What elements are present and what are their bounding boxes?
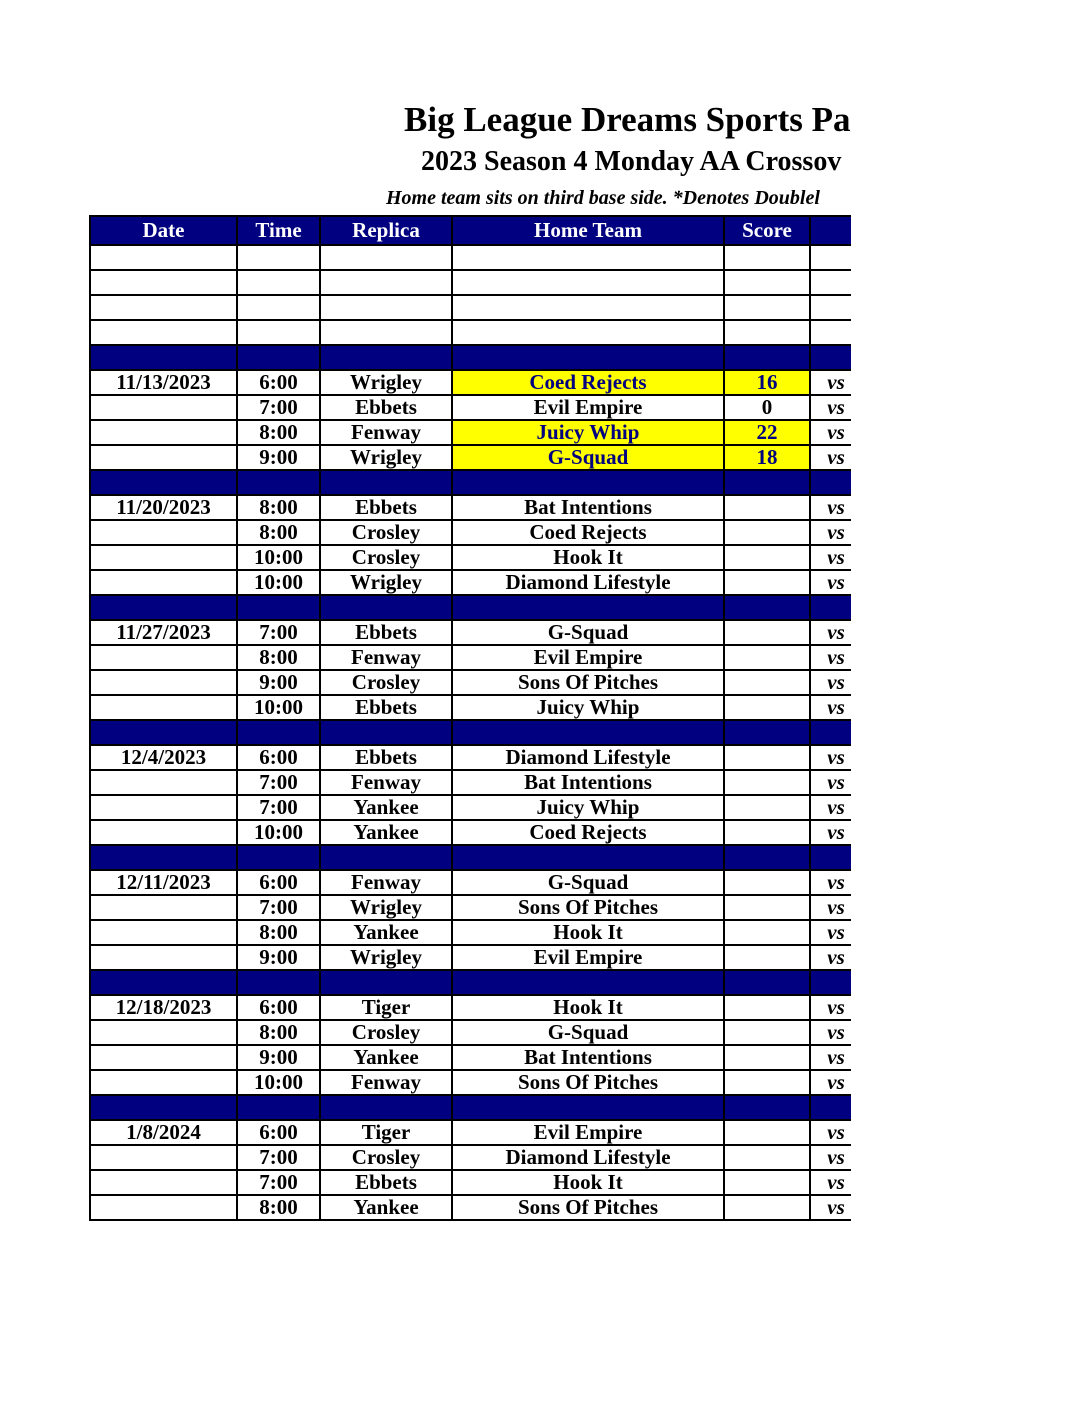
score-cell — [724, 820, 810, 845]
table-cell — [237, 320, 320, 345]
date-cell — [90, 920, 237, 945]
time-cell: 7:00 — [237, 895, 320, 920]
separator-cell — [452, 1095, 724, 1120]
blank-row — [90, 320, 851, 345]
vs-cell: vs — [810, 670, 851, 695]
table-row — [90, 795, 851, 820]
table-row — [90, 995, 851, 1020]
date-cell: 12/4/2023 — [90, 745, 237, 770]
table-row — [90, 545, 851, 570]
separator-cell — [724, 845, 810, 870]
home-team-cell: Juicy Whip — [452, 795, 724, 820]
replica-cell: Fenway — [320, 1070, 452, 1095]
table-row — [90, 770, 851, 795]
table-row — [90, 1020, 851, 1045]
table-cell — [237, 295, 320, 320]
table-row — [90, 870, 851, 895]
score-cell: 0 — [724, 395, 810, 420]
col-header-replica: Replica — [320, 216, 452, 245]
date-cell — [90, 645, 237, 670]
separator-cell — [810, 845, 851, 870]
vs-cell: vs — [810, 1045, 851, 1070]
time-cell: 7:00 — [237, 795, 320, 820]
schedule-body — [90, 245, 851, 1220]
date-cell — [90, 1020, 237, 1045]
score-cell — [724, 795, 810, 820]
table-row — [90, 395, 851, 420]
replica-cell: Tiger — [320, 1120, 452, 1145]
vs-cell: vs — [810, 995, 851, 1020]
replica-cell: Wrigley — [320, 370, 452, 395]
vs-cell: vs — [810, 745, 851, 770]
blank-row — [90, 270, 851, 295]
vs-cell: vs — [810, 570, 851, 595]
replica-cell: Tiger — [320, 995, 452, 1020]
replica-cell: Crosley — [320, 1145, 452, 1170]
time-cell: 8:00 — [237, 1020, 320, 1045]
table-row — [90, 820, 851, 845]
separator-cell — [320, 1095, 452, 1120]
table-cell — [810, 295, 851, 320]
home-team-cell: Bat Intentions — [452, 495, 724, 520]
table-cell — [90, 270, 237, 295]
replica-cell: Ebbets — [320, 495, 452, 520]
replica-cell: Wrigley — [320, 895, 452, 920]
score-cell — [724, 545, 810, 570]
table-cell — [452, 295, 724, 320]
score-cell — [724, 895, 810, 920]
replica-cell: Wrigley — [320, 945, 452, 970]
home-team-cell: Evil Empire — [452, 1120, 724, 1145]
schedule-note: Home team sits on third base side. *Denotes Doublel — [386, 187, 820, 209]
separator-cell — [90, 345, 237, 370]
replica-cell: Fenway — [320, 870, 452, 895]
separator-cell — [237, 470, 320, 495]
table-row — [90, 895, 851, 920]
table-row — [90, 445, 851, 470]
score-cell — [724, 870, 810, 895]
date-cell: 11/20/2023 — [90, 495, 237, 520]
home-team-cell: Sons Of Pitches — [452, 895, 724, 920]
vs-cell: vs — [810, 1120, 851, 1145]
table-row — [90, 520, 851, 545]
date-cell — [90, 770, 237, 795]
separator-cell — [237, 345, 320, 370]
separator-cell — [452, 470, 724, 495]
home-team-cell: Diamond Lifestyle — [452, 570, 724, 595]
vs-cell: vs — [810, 520, 851, 545]
time-cell: 7:00 — [237, 620, 320, 645]
time-cell: 9:00 — [237, 445, 320, 470]
week-separator-row — [90, 970, 851, 995]
date-cell: 11/27/2023 — [90, 620, 237, 645]
replica-cell: Crosley — [320, 545, 452, 570]
col-header-date: Date — [90, 216, 237, 245]
vs-cell: vs — [810, 495, 851, 520]
home-team-cell: Diamond Lifestyle — [452, 1145, 724, 1170]
time-cell: 10:00 — [237, 1070, 320, 1095]
blank-row — [90, 245, 851, 270]
table-row — [90, 920, 851, 945]
week-separator-row — [90, 595, 851, 620]
replica-cell: Wrigley — [320, 445, 452, 470]
schedule-table — [89, 215, 851, 1221]
score-cell — [724, 1070, 810, 1095]
vs-cell: vs — [810, 645, 851, 670]
vs-cell: vs — [810, 1195, 851, 1220]
separator-cell — [724, 595, 810, 620]
col-header-score: Score — [724, 216, 810, 245]
separator-cell — [320, 470, 452, 495]
home-team-cell: G-Squad — [452, 445, 724, 470]
date-cell — [90, 545, 237, 570]
table-row — [90, 620, 851, 645]
vs-cell: vs — [810, 420, 851, 445]
time-cell: 8:00 — [237, 495, 320, 520]
separator-cell — [724, 1095, 810, 1120]
home-team-cell: Sons Of Pitches — [452, 1070, 724, 1095]
replica-cell: Ebbets — [320, 1170, 452, 1195]
separator-cell — [724, 970, 810, 995]
separator-cell — [724, 470, 810, 495]
table-cell — [320, 295, 452, 320]
table-cell — [90, 245, 237, 270]
replica-cell: Crosley — [320, 670, 452, 695]
time-cell: 9:00 — [237, 1045, 320, 1070]
table-row — [90, 1195, 851, 1220]
score-cell — [724, 745, 810, 770]
vs-cell: vs — [810, 1145, 851, 1170]
time-cell: 10:00 — [237, 820, 320, 845]
home-team-cell: Sons Of Pitches — [452, 1195, 724, 1220]
vs-cell: vs — [810, 770, 851, 795]
replica-cell: Fenway — [320, 645, 452, 670]
replica-cell: Yankee — [320, 795, 452, 820]
home-team-cell: Hook It — [452, 1170, 724, 1195]
date-cell — [90, 1195, 237, 1220]
vs-cell: vs — [810, 895, 851, 920]
vs-cell: vs — [810, 545, 851, 570]
replica-cell: Ebbets — [320, 620, 452, 645]
time-cell: 10:00 — [237, 570, 320, 595]
score-cell — [724, 670, 810, 695]
time-cell: 6:00 — [237, 1120, 320, 1145]
table-row — [90, 1120, 851, 1145]
time-cell: 8:00 — [237, 920, 320, 945]
time-cell: 7:00 — [237, 1170, 320, 1195]
separator-cell — [237, 1095, 320, 1120]
vs-cell: vs — [810, 870, 851, 895]
separator-cell — [452, 345, 724, 370]
table-cell — [724, 245, 810, 270]
vs-cell: vs — [810, 920, 851, 945]
home-team-cell: Hook It — [452, 545, 724, 570]
separator-cell — [320, 595, 452, 620]
table-cell — [90, 295, 237, 320]
date-cell — [90, 945, 237, 970]
home-team-cell: Coed Rejects — [452, 520, 724, 545]
date-cell — [90, 570, 237, 595]
separator-cell — [237, 720, 320, 745]
table-row — [90, 745, 851, 770]
home-team-cell: Evil Empire — [452, 645, 724, 670]
time-cell: 7:00 — [237, 1145, 320, 1170]
score-cell — [724, 1170, 810, 1195]
separator-cell — [237, 970, 320, 995]
home-team-cell: Evil Empire — [452, 945, 724, 970]
table-row — [90, 645, 851, 670]
score-cell — [724, 1045, 810, 1070]
replica-cell: Yankee — [320, 920, 452, 945]
date-cell: 12/11/2023 — [90, 870, 237, 895]
separator-cell — [90, 720, 237, 745]
page-subtitle: 2023 Season 4 Monday AA Crossov — [421, 146, 842, 177]
date-cell — [90, 795, 237, 820]
week-separator-row — [90, 1095, 851, 1120]
date-cell — [90, 1145, 237, 1170]
score-cell — [724, 520, 810, 545]
score-cell — [724, 1145, 810, 1170]
separator-cell — [810, 1095, 851, 1120]
table-cell — [320, 270, 452, 295]
date-cell — [90, 695, 237, 720]
separator-cell — [452, 970, 724, 995]
time-cell: 8:00 — [237, 645, 320, 670]
date-cell — [90, 1045, 237, 1070]
separator-cell — [724, 345, 810, 370]
separator-cell — [90, 470, 237, 495]
table-cell — [90, 320, 237, 345]
replica-cell: Fenway — [320, 770, 452, 795]
date-cell — [90, 895, 237, 920]
date-cell: 11/13/2023 — [90, 370, 237, 395]
separator-cell — [90, 970, 237, 995]
replica-cell: Yankee — [320, 820, 452, 845]
score-cell — [724, 1020, 810, 1045]
score-cell — [724, 645, 810, 670]
table-row — [90, 1045, 851, 1070]
vs-cell: vs — [810, 945, 851, 970]
time-cell: 8:00 — [237, 420, 320, 445]
vs-cell: vs — [810, 1170, 851, 1195]
separator-cell — [237, 595, 320, 620]
date-cell — [90, 445, 237, 470]
time-cell: 10:00 — [237, 695, 320, 720]
table-cell — [320, 245, 452, 270]
table-header-row — [90, 216, 851, 245]
home-team-cell: G-Squad — [452, 870, 724, 895]
vs-cell: vs — [810, 1020, 851, 1045]
blank-row — [90, 295, 851, 320]
page-title: Big League Dreams Sports Pa — [404, 100, 851, 139]
table-cell — [810, 245, 851, 270]
col-header-home-team: Home Team — [452, 216, 724, 245]
table-row — [90, 570, 851, 595]
table-row — [90, 1170, 851, 1195]
home-team-cell: G-Squad — [452, 620, 724, 645]
table-row — [90, 370, 851, 395]
time-cell: 6:00 — [237, 745, 320, 770]
table-cell — [810, 320, 851, 345]
time-cell: 6:00 — [237, 995, 320, 1020]
table-row — [90, 695, 851, 720]
replica-cell: Ebbets — [320, 745, 452, 770]
col-header-time: Time — [237, 216, 320, 245]
score-cell — [724, 695, 810, 720]
score-cell — [724, 570, 810, 595]
time-cell: 10:00 — [237, 545, 320, 570]
vs-cell: vs — [810, 820, 851, 845]
table-row — [90, 670, 851, 695]
vs-cell: vs — [810, 620, 851, 645]
score-cell — [724, 495, 810, 520]
table-cell — [452, 245, 724, 270]
time-cell: 7:00 — [237, 395, 320, 420]
vs-cell: vs — [810, 445, 851, 470]
time-cell: 9:00 — [237, 670, 320, 695]
time-cell: 8:00 — [237, 1195, 320, 1220]
replica-cell: Fenway — [320, 420, 452, 445]
home-team-cell: Juicy Whip — [452, 695, 724, 720]
home-team-cell: Bat Intentions — [452, 770, 724, 795]
time-cell: 6:00 — [237, 370, 320, 395]
vs-cell: vs — [810, 795, 851, 820]
score-cell: 22 — [724, 420, 810, 445]
score-cell — [724, 945, 810, 970]
time-cell: 9:00 — [237, 945, 320, 970]
home-team-cell: Hook It — [452, 920, 724, 945]
replica-cell: Crosley — [320, 1020, 452, 1045]
separator-cell — [810, 595, 851, 620]
separator-cell — [320, 720, 452, 745]
table-row — [90, 495, 851, 520]
table-cell — [810, 270, 851, 295]
table-cell — [724, 320, 810, 345]
date-cell — [90, 670, 237, 695]
separator-cell — [452, 720, 724, 745]
home-team-cell: Diamond Lifestyle — [452, 745, 724, 770]
vs-cell: vs — [810, 370, 851, 395]
date-cell — [90, 520, 237, 545]
separator-cell — [810, 720, 851, 745]
col-header-vs — [810, 216, 851, 245]
separator-cell — [452, 845, 724, 870]
table-cell — [452, 270, 724, 295]
separator-cell — [320, 345, 452, 370]
score-cell — [724, 1195, 810, 1220]
separator-cell — [320, 970, 452, 995]
separator-cell — [237, 845, 320, 870]
home-team-cell: Sons Of Pitches — [452, 670, 724, 695]
home-team-cell: Juicy Whip — [452, 420, 724, 445]
separator-cell — [90, 1095, 237, 1120]
date-cell — [90, 1070, 237, 1095]
replica-cell: Yankee — [320, 1045, 452, 1070]
date-cell — [90, 1170, 237, 1195]
date-cell — [90, 420, 237, 445]
replica-cell: Ebbets — [320, 395, 452, 420]
replica-cell: Ebbets — [320, 695, 452, 720]
table-cell — [452, 320, 724, 345]
date-cell: 1/8/2024 — [90, 1120, 237, 1145]
table-row — [90, 1145, 851, 1170]
week-separator-row — [90, 845, 851, 870]
separator-cell — [810, 970, 851, 995]
date-cell — [90, 820, 237, 845]
separator-cell — [320, 845, 452, 870]
home-team-cell: Evil Empire — [452, 395, 724, 420]
replica-cell: Crosley — [320, 520, 452, 545]
score-cell — [724, 770, 810, 795]
table-cell — [237, 245, 320, 270]
score-cell — [724, 920, 810, 945]
week-separator-row — [90, 720, 851, 745]
replica-cell: Wrigley — [320, 570, 452, 595]
separator-cell — [452, 595, 724, 620]
score-cell — [724, 995, 810, 1020]
week-separator-row — [90, 345, 851, 370]
separator-cell — [724, 720, 810, 745]
separator-cell — [810, 345, 851, 370]
table-cell — [237, 270, 320, 295]
replica-cell: Yankee — [320, 1195, 452, 1220]
table-cell — [724, 295, 810, 320]
score-cell — [724, 1120, 810, 1145]
separator-cell — [90, 845, 237, 870]
home-team-cell: Coed Rejects — [452, 370, 724, 395]
home-team-cell: Coed Rejects — [452, 820, 724, 845]
score-cell — [724, 620, 810, 645]
time-cell: 6:00 — [237, 870, 320, 895]
table-row — [90, 945, 851, 970]
date-cell — [90, 395, 237, 420]
vs-cell: vs — [810, 1070, 851, 1095]
table-cell — [724, 270, 810, 295]
table-cell — [320, 320, 452, 345]
date-cell: 12/18/2023 — [90, 995, 237, 1020]
time-cell: 8:00 — [237, 520, 320, 545]
score-cell: 18 — [724, 445, 810, 470]
home-team-cell: Bat Intentions — [452, 1045, 724, 1070]
separator-cell — [90, 595, 237, 620]
home-team-cell: G-Squad — [452, 1020, 724, 1045]
home-team-cell: Hook It — [452, 995, 724, 1020]
table-row — [90, 420, 851, 445]
week-separator-row — [90, 470, 851, 495]
separator-cell — [810, 470, 851, 495]
score-cell: 16 — [724, 370, 810, 395]
vs-cell: vs — [810, 395, 851, 420]
table-row — [90, 1070, 851, 1095]
time-cell: 7:00 — [237, 770, 320, 795]
vs-cell: vs — [810, 695, 851, 720]
